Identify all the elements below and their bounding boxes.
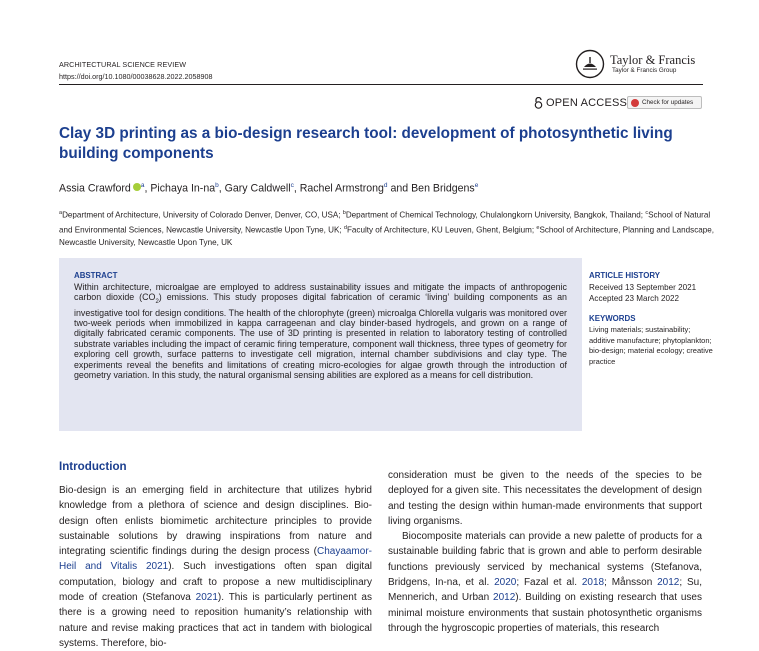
author-name[interactable]: Assia Crawford [59, 182, 131, 195]
author-name[interactable]: Gary Caldwell [224, 182, 291, 195]
body-column-right [388, 468, 702, 636]
author-affil-marker: d [383, 182, 388, 189]
citation-link[interactable]: 2012 [493, 592, 516, 604]
citation-link[interactable]: 2020 [494, 577, 517, 589]
header-divider [59, 84, 703, 85]
author-affil-marker: b [215, 182, 219, 189]
abstract-text: Within architecture, microalgae are employed to address sustainability issues and mitigate the impacts of anthropogenic carbon dioxide $(CO_2)$ emissions. This study proposes digital fabrication of ceramic ‘living’ building components as an investigative tool for design conditions. The health of the chlorophyte (green) microalga Chlorella vulgaris was monitored over two-week periods when immobilized in kappa carrageenan and clay binder-based hydrogels, and grown on a range of digitally fabricated ceramic components. The use of 3D printing is presented in relation to laboratory testing of controlled substrate variables including the impact of ceramic firing temperature, component wall thickness, three types of geometry for exploring cell growth, surface patterns to investigate cell migration, internal chamber subdivisions and clay type. The experiments reveal the benefits and limitations of creating micro-ecologies for algae growth through the introduction of geometry variation. In this study, the natural organismal sensing abilities are explored as a means for cell distribution. [74, 282, 567, 381]
doi-link[interactable]: https://doi.org/10.1080/00038628.2022.2058908 [59, 72, 213, 81]
author-affil-marker: e [474, 182, 479, 189]
body-column-left [59, 483, 372, 651]
publisher-group: Taylor & Francis Group [612, 67, 677, 74]
paragraph: consideration must be given to the needs of the species to be deployed for a given site. This necessitates the development of design and testing the design within human-made environments that support living organisms. [388, 470, 702, 527]
author-affil-marker: a [140, 182, 145, 189]
journal-name: ARCHITECTURAL SCIENCE REVIEW [59, 60, 187, 69]
check-for-updates-button[interactable] [627, 96, 702, 109]
open-access-label [534, 97, 627, 109]
author-list: Assia Crawford $^a$, Pichaya $In-na^b$, Gary Caldwell$^c$, Rachel Armstrong$^d$ and Ben Bridgens$^e$ [59, 182, 479, 195]
paragraph: Biocomposite materials can provide a new palette of products for a sustainable building fabric that is grown and able to perform desirable functions previously serviced by mechanical systems (Stefanova, Bridgens, In-na, et al. 2020; Fazal et al. 2018; Månsson 2012; Su, Mennerich, and Urban 2012). Building on existing research that uses minimal moisture environments that sustain photosynthetic organisms through the hygroscopic properties of materials, this research [388, 531, 702, 634]
section-heading-introduction: Introduction [59, 460, 127, 473]
paragraph: Bio-design is an emerging field in architecture that utilizes hybrid knowledge from a plethora of science and design disciplines. Bio-design often enlists biomimetic architecture principles to provide sustainable solutions by drawing inspirations from nature and integrating scientific findings during the design process (Chayaamor-Heil and Vitalis 2021). Such investigations often span digital computation, biology and craft to propose a new multidisciplinary mode of creation (Stefanova 2021). This is particularly pertinent as there is a growing need to reposition humanity’s relationship with nature and revise making practices that act in tandem with biological systems. Therefore, bio- [59, 485, 372, 649]
publisher-name: Taylor & Francis [610, 53, 696, 67]
orcid-icon[interactable] [133, 183, 141, 191]
citation-link[interactable]: 2012 [657, 577, 680, 589]
article-history-heading: ARTICLE HISTORY [589, 271, 661, 280]
open-lock-icon [534, 97, 543, 109]
check-updates-label: Check for updates [642, 99, 694, 106]
author-name[interactable]: Ben Bridgens [411, 182, 475, 195]
keywords-heading: KEYWORDS [589, 314, 636, 323]
crossmark-icon [631, 99, 639, 107]
accepted-date: Accepted 23 March 2022 [589, 294, 679, 303]
citation-link[interactable]: Chayaamor-Heil and Vitalis 2021 [59, 546, 372, 573]
citation-link[interactable]: 2021 [195, 592, 218, 604]
article-title: Clay 3D printing as a bio-design research tool: development of photosynthetic living building components [59, 125, 673, 162]
open-access-text: OPEN ACCESS [546, 97, 628, 109]
author-affil-marker: c [290, 182, 294, 189]
keywords-list: Living materials; sustainability; additive manufacture; phytoplankton; bio-design; material ecology; creative practice [589, 325, 713, 367]
author-name[interactable]: Pichaya In-na [150, 182, 216, 195]
affiliations: $^a$Department of Architecture, University of Colorado Denver, Denver, CO, USA; $^b$Department of Chemical Technology, Chulalongkorn University, Bangkok, Thailand; $^c$School of Natural and Environmental Sciences, Newcastle University, Newcastle Upon Tyne, UK; $^d$Faculty of Architecture, KU Leuven, Ghent, Belgium; $^e$School of Architecture, Planning and Landscape, Newcastle University, Newcastle Upon Tyne, UK [59, 210, 715, 248]
taylor-francis-logo-icon [575, 49, 605, 79]
abstract-heading: ABSTRACT [74, 271, 118, 280]
citation-link[interactable]: 2018 [581, 577, 605, 589]
received-date: Received 13 September 2021 [589, 283, 697, 292]
author-name[interactable]: Rachel Armstrong [299, 182, 384, 195]
